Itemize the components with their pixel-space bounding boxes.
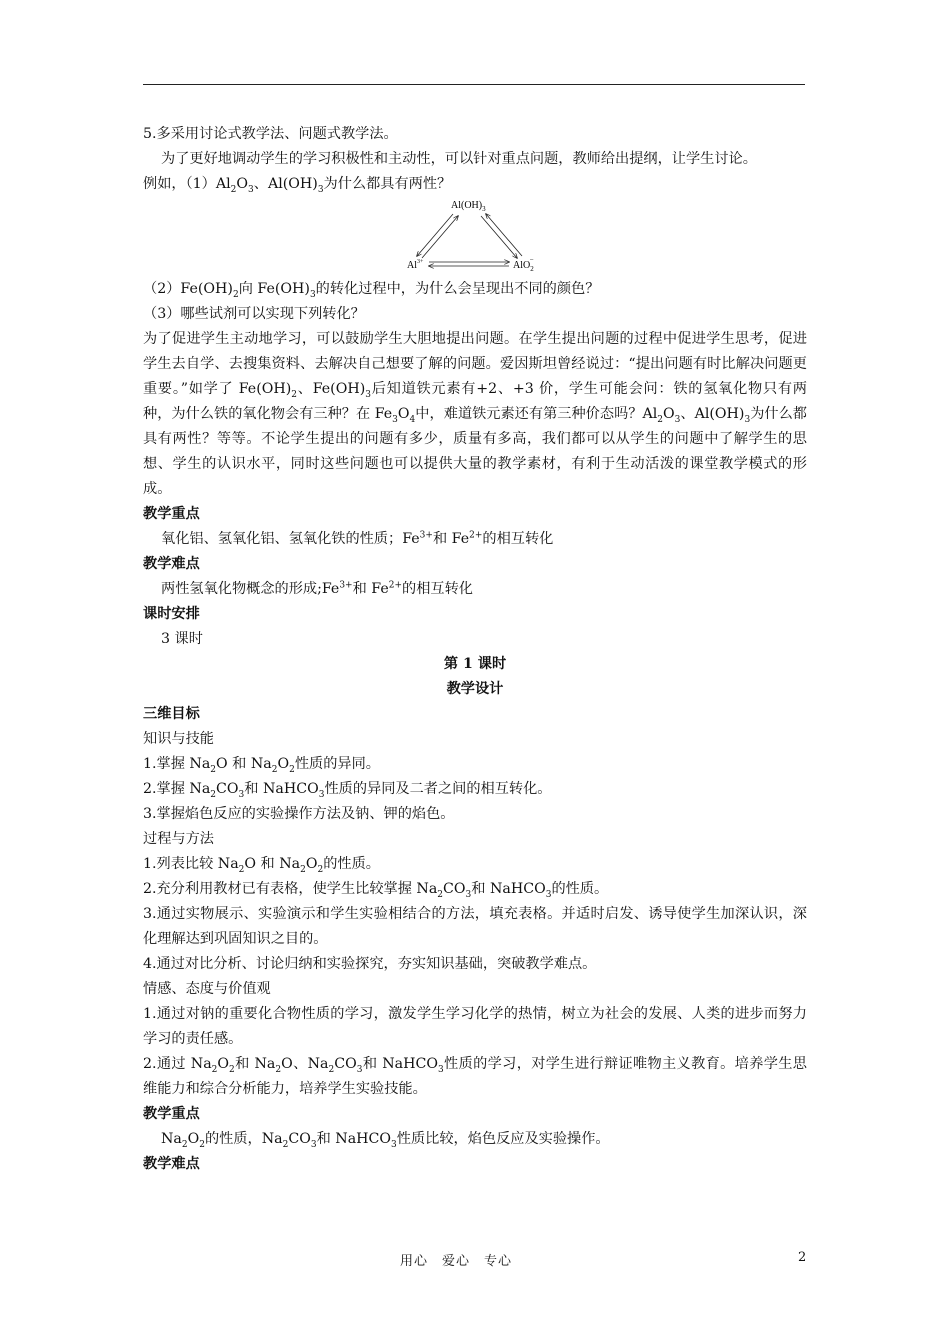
subheading-knowledge: 知识与技能 xyxy=(143,731,214,747)
knowledge-item-2: 2.掌握 $Na_2CO_3$和 NaHCO$_3$性质的异同及二者之间的相互转化。 xyxy=(143,781,552,800)
process-item-4: 4.通过对比分析、讨论归纳和实验探究，夯实知识基础，突破教学难点。 xyxy=(143,956,597,972)
values-item-1: 1.通过对钠的重要化合物性质的学习，激发学生学习化学的热情，树立为社会的发展、人类的进步而努力学习的责任感。 xyxy=(143,1006,807,1047)
process-item-2: 2.充分利用教材已有表格，使学生比较掌握 $Na_2CO_3$和 NaHCO$_3$的性质。 xyxy=(143,881,609,900)
header-rule xyxy=(143,84,805,85)
page-number: 2 xyxy=(798,1250,807,1265)
method-5: 5.多采用讨论式教学法、问题式教学法。 xyxy=(143,126,398,142)
footer-motto: 用心 爱心 专心 xyxy=(400,1254,513,1269)
diagram-label-alo2minus: AlO$_2$− xyxy=(513,256,534,273)
subheading-process: 过程与方法 xyxy=(143,831,214,847)
key-points-text: 氧化铝、氢氧化铝、氢氧化铁的性质；$Fe^{3+}$和 $Fe^{2+}$的相互转化 xyxy=(161,530,554,547)
schedule-text: 3 课时 xyxy=(161,631,203,647)
heading-objectives: 三维目标 xyxy=(143,706,200,722)
arrow-aloh3-to-al xyxy=(417,214,453,256)
intro-paragraph: 为了更好地调动学生的学习积极性和主动性，可以针对重点问题，教师给出提纲，让学生讨论。 xyxy=(161,151,757,167)
diagram-label-aloh3: $Al(OH)_3$ xyxy=(451,200,486,213)
heading-key-points: 教学重点 xyxy=(143,506,200,522)
document-body xyxy=(143,122,807,1177)
arrow-alo2-to-aloh3 xyxy=(486,214,522,256)
heading-schedule: 课时安排 xyxy=(143,606,200,622)
key-points-2-text: $Na_2O_2$的性质，$Na_2CO_3$和 NaHCO$_3$性质比较，焰色反应及实验操作。 xyxy=(161,1131,610,1150)
aluminum-conversion-diagram xyxy=(405,197,545,277)
diagram-label-al3plus: $Al^{3+}$ xyxy=(407,259,424,271)
heading-difficulties: 教学难点 xyxy=(143,556,200,572)
heading-difficulties-2: 教学难点 xyxy=(143,1156,200,1172)
knowledge-item-1: 1.掌握 $Na_2O$ 和 $Na_2O_2$性质的异同。 xyxy=(143,756,380,775)
arrow-aloh3-to-alo2 xyxy=(481,216,517,258)
values-item-2: 2.通过 $Na_2O_2$和 $Na_2O$、$Na_2CO_3$和 NaHCO$_3$性质的学习，对学生进行辩证唯物主义教育。培养学生思维能力和综合分析能力，培养学生实验技能。 xyxy=(143,1056,807,1097)
question-3: （3）哪些试剂可以实现下列转化？ xyxy=(143,306,365,322)
difficulties-text: 两性氢氧化物概念的形成$;Fe^{3+}$和 $Fe^{2+}$的相互转化 xyxy=(161,580,473,597)
lesson-title: 第 1 课时 xyxy=(443,656,507,672)
question-method-paragraph: 为了促进学生主动地学习，可以鼓励学生大胆地提出问题。在学生提出问题的过程中促进学生思考，促进学生去自学、去搜集资料、去解决自己想要了解的问题。爱因斯坦曾经说过：“提出问题有时比解决问题更重要。”如学了 $Fe(OH)_2$、$Fe(OH)_3$后知道铁元素有+2、+3 价，学生可能会问：铁的氢氧化物只有两种，为什么铁的氧化物会有三种？在 $Fe_3O_4$中，难道铁元素还有第三种价态吗？$Al_2O_3$、$Al(OH)_3$为什么都具有两性？等等。不论学生提出的问题有多少，质量有多高，我们都可以从学生的问题中了解学生的思想、学生的认识水平，同时这些问题也可以提供大量的教学素材，有利于生动活泼的课堂教学模式的形成。 xyxy=(143,331,807,497)
heading-key-points-2: 教学重点 xyxy=(143,1106,200,1122)
process-item-3: 3.通过实物展示、实验演示和学生实验相结合的方法，填充表格。并适时启发、诱导使学生加深认识，深化理解达到巩固知识之目的。 xyxy=(143,906,807,947)
process-item-1: 1.列表比较 $Na_2O$ 和 $Na_2O_2$的性质。 xyxy=(143,856,380,875)
question-2: $(2)Fe(OH)_2$向 $Fe(OH)_3$的转化过程中，为什么会呈现出不同的颜色？ xyxy=(143,281,600,300)
arrow-al-to-aloh3 xyxy=(422,216,458,258)
subheading-values: 情感、态度与价值观 xyxy=(143,981,271,997)
example-question-1: 例如，$(1)Al_2O_3$、$Al(OH)_3$为什么都具有两性？ xyxy=(143,176,452,195)
teaching-design-title: 教学设计 xyxy=(446,681,504,697)
knowledge-item-3: 3.掌握焰色反应的实验操作方法及钠、钾的焰色。 xyxy=(143,806,455,822)
